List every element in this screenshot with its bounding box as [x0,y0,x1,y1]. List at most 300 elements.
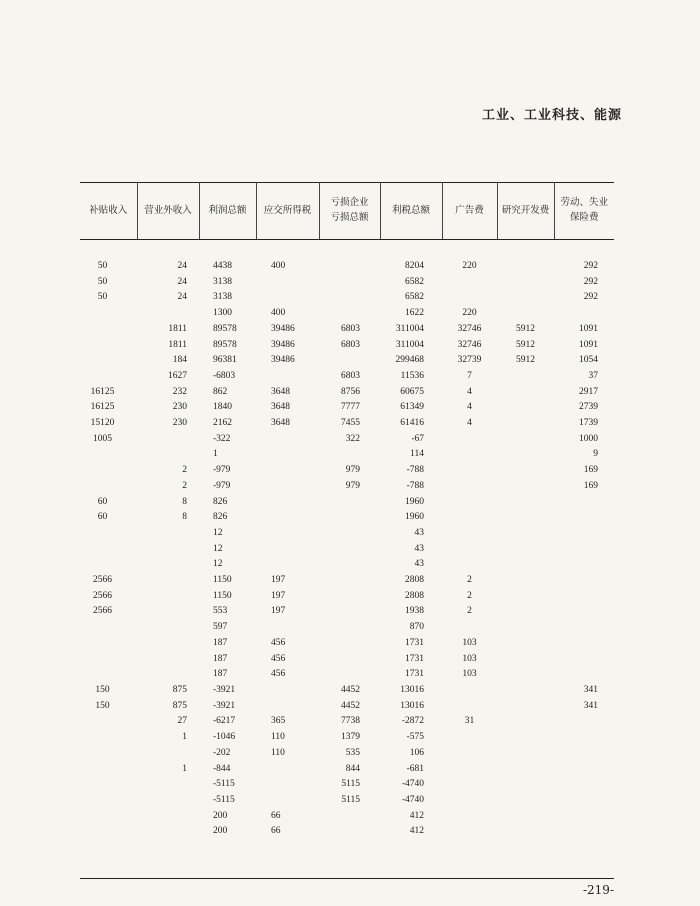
table-row [80,400,614,416]
table-cell: 341 [583,684,598,695]
table-cell [80,526,137,542]
table-cell [442,275,497,291]
table-cell: 1091 [579,339,598,350]
table-cell: 66 [271,826,281,837]
table-cell: 230 [172,418,187,429]
table-cell: 4 [467,418,472,429]
table-cell: 169 [583,480,598,491]
table-cell [137,542,199,558]
table-cell: 230 [172,402,187,413]
table-cell: 3648 [271,418,290,429]
table-row [80,526,614,542]
table-cell: -4740 [401,794,424,805]
table-cell [554,495,614,511]
table-cell [442,479,497,495]
table-row [80,636,614,652]
table-cell: -979 [213,465,231,476]
table-cell [80,714,137,730]
table-row [80,557,614,573]
table-cell: 24 [177,276,187,287]
table-cell: 1627 [168,370,187,381]
table-cell: -322 [213,433,231,444]
table-cell: 6803 [341,323,360,334]
table-row [80,824,614,840]
table-cell [80,809,137,825]
table-cell [319,542,380,558]
table-cell: 50 [97,292,108,303]
table-row [80,416,614,432]
table-cell: 39486 [271,339,295,350]
table-row [80,589,614,605]
table-cell [554,557,614,573]
table-cell: 2917 [579,386,598,397]
table-cell [80,762,137,778]
table-cell [497,385,554,401]
table-cell [554,746,614,762]
table-cell [319,573,380,589]
table-cell [497,793,554,809]
table-cell: 187 [213,653,228,664]
table-row [80,620,614,636]
table-cell: 1 [182,732,187,743]
table-cell: 365 [271,716,286,727]
table-cell: 103 [462,669,477,680]
table-cell [256,495,319,511]
table-cell [442,762,497,778]
table-cell: 4 [467,402,472,413]
table-cell [554,762,614,778]
table-cell [497,620,554,636]
table-cell: -6803 [213,370,236,381]
table-cell [497,730,554,746]
column-header: 应交所得税 [256,183,319,240]
table-cell: 1 [182,763,187,774]
table-cell [497,290,554,306]
table-cell [137,620,199,636]
table-cell [442,699,497,715]
table-cell: 1731 [405,653,424,664]
table-cell: 3648 [271,386,290,397]
table-cell: 5912 [516,355,535,366]
table-cell [497,542,554,558]
table-row [80,306,614,322]
table-cell [137,652,199,668]
table-cell: 7738 [341,716,360,727]
table-cell [80,369,137,385]
table-row [80,604,614,620]
table-cell: 61349 [400,402,424,413]
table-cell: 197 [271,606,286,617]
table-cell: -788 [406,465,424,476]
table-cell [554,542,614,558]
table-cell: -5115 [213,779,235,790]
table-cell: 6803 [341,339,360,350]
table-cell: 1 [213,449,218,460]
table-cell [497,589,554,605]
table-cell: 1960 [405,512,424,523]
table-cell: -979 [213,480,231,491]
table-cell [80,557,137,573]
table-cell: 400 [271,308,286,319]
table-cell [80,777,137,793]
table-cell: 2 [467,590,472,601]
table-cell: -3921 [213,700,236,711]
table-cell [497,369,554,385]
table-cell [256,542,319,558]
table-row [80,667,614,683]
table-cell: 5115 [341,779,360,790]
table-cell: 6803 [341,370,360,381]
table-cell [442,730,497,746]
table-row [80,479,614,495]
table-cell [80,322,137,338]
table-cell: 150 [95,684,110,695]
column-header: 研究开发费 [497,183,554,240]
table-cell: 1622 [405,308,424,319]
table-cell [554,306,614,322]
table-cell: 43 [414,543,424,554]
column-header: 广告费 [442,183,497,240]
table-cell: 1960 [405,496,424,507]
column-header: 亏损企业 亏损总额 [319,183,380,240]
table-cell: 31 [464,716,475,727]
table-cell [137,793,199,809]
table-cell: 2739 [579,402,598,413]
table-cell: 39486 [271,355,295,366]
table-cell [497,604,554,620]
table-cell: 16125 [90,402,115,413]
table-cell: 2808 [405,590,424,601]
table-cell: -6217 [213,716,236,727]
table-cell [137,604,199,620]
table-cell [497,495,554,511]
table-cell [554,620,614,636]
table-cell: 4438 [213,261,232,271]
table-cell: 32739 [457,355,482,366]
table-cell: 7455 [341,418,360,429]
table-cell: 412 [409,826,424,837]
column-header: 营业外收入 [137,183,199,240]
table-cell [497,746,554,762]
table-cell [319,667,380,683]
table-cell [319,809,380,825]
table-cell [442,777,497,793]
table-cell: -4740 [401,779,424,790]
table-cell: 150 [95,700,110,711]
table-cell [80,620,137,636]
table-cell: 12 [213,559,223,570]
table-cell [137,447,199,463]
table-cell [256,447,319,463]
table-cell: 1840 [213,402,232,413]
table-cell [319,259,380,275]
table-cell: 2808 [405,575,424,586]
table-row [80,809,614,825]
table-cell: 1379 [341,732,360,743]
table-cell: 13016 [400,700,424,711]
table-cell: 979 [345,480,360,491]
table-cell: 187 [213,637,228,648]
table-row [80,542,614,558]
table-cell: 1150 [213,575,232,586]
table-cell [497,573,554,589]
table-cell: 24 [177,292,187,303]
table-cell: 232 [172,386,187,397]
table-cell [442,290,497,306]
table-cell [497,714,554,730]
table-cell: 2 [182,480,187,491]
table-cell [137,557,199,573]
table-cell [442,824,497,840]
table-row [80,730,614,746]
table-cell: 220 [462,261,477,271]
table-row [80,447,614,463]
table-cell: 3138 [213,276,232,287]
table-cell [319,290,380,306]
table-cell [554,730,614,746]
table-cell: 8756 [341,386,360,397]
table-header [80,183,614,240]
table-cell [256,510,319,526]
table-cell: 200 [213,826,228,837]
table-cell [80,636,137,652]
table-cell [497,809,554,825]
table-cell: 50 [97,276,108,287]
table-cell [137,667,199,683]
table-cell: 826 [213,496,228,507]
column-header: 利税总额 [380,183,442,240]
table-cell: 5115 [341,794,360,805]
table-cell: 37 [588,370,598,381]
table-row [80,290,614,306]
table-row [80,385,614,401]
table-row [80,463,614,479]
table-cell: 826 [213,512,228,523]
table-cell [442,510,497,526]
table-cell [256,793,319,809]
table-cell: -844 [213,763,231,774]
table-cell [554,636,614,652]
table-cell: 875 [172,700,187,711]
table-cell [442,683,497,699]
table-cell [137,824,199,840]
table-row [80,793,614,809]
column-header: 补贴收入 [80,183,137,240]
table-cell [256,557,319,573]
table-cell [497,510,554,526]
table-cell: 292 [583,276,598,287]
table-cell: 1091 [579,323,598,334]
table-cell [80,463,137,479]
table-cell [319,557,380,573]
table-cell [497,432,554,448]
table-cell [80,542,137,558]
table-row [80,369,614,385]
table-cell: -575 [406,732,424,743]
table-cell: 597 [213,622,228,633]
table-cell [442,620,497,636]
table-cell: 2 [182,465,187,476]
table-cell: 3138 [213,292,232,303]
table-cell: 1150 [213,590,232,601]
table-cell: 2566 [93,575,112,586]
table-cell: 60 [97,512,108,523]
table-cell: 2566 [93,590,112,601]
table-cell [497,275,554,291]
table-row [80,746,614,762]
table-cell [554,604,614,620]
table-cell: 1938 [405,606,424,617]
table-cell [554,589,614,605]
table-cell [442,463,497,479]
table-cell [497,699,554,715]
table-cell [497,777,554,793]
table-cell [80,746,137,762]
table-cell [497,416,554,432]
table-cell [497,636,554,652]
column-header: 劳动、失业 保险费 [554,183,614,240]
table-cell: 2566 [93,606,112,617]
table-cell: 535 [345,747,360,758]
table-cell [256,683,319,699]
column-header: 利润总额 [199,183,256,240]
table-cell [137,573,199,589]
table-cell: 400 [271,261,286,271]
table-cell [319,604,380,620]
table-cell [319,510,380,526]
table-cell [256,275,319,291]
table-cell: 456 [271,637,286,648]
table-cell [442,526,497,542]
table-cell [497,463,554,479]
table-cell: 6582 [405,276,424,287]
table-cell [319,526,380,542]
table-cell: 5912 [516,339,535,350]
table-cell: 200 [213,810,228,821]
table-cell [497,824,554,840]
table-cell [319,353,380,369]
table-cell [442,542,497,558]
table-cell: 169 [583,465,598,476]
table-cell: 114 [410,449,424,460]
table-cell: 2 [467,575,472,586]
table-cell: 1811 [168,323,187,334]
table-cell [319,620,380,636]
table-cell: 110 [271,732,285,743]
table-cell: 8204 [405,261,424,271]
table-cell [256,463,319,479]
table-cell: 456 [271,653,286,664]
table-cell [137,746,199,762]
table-row [80,432,614,448]
table-cell [554,667,614,683]
table-cell: 4 [467,386,472,397]
table-cell: 61416 [400,418,424,429]
table-cell: 32746 [457,323,482,334]
table-cell: 292 [583,261,598,271]
table-cell [319,652,380,668]
table-cell [442,793,497,809]
table-cell [442,495,497,511]
table-cell: 39486 [271,323,295,334]
table-cell [497,683,554,699]
table-cell: 11536 [400,370,424,381]
table-cell: 4452 [341,684,360,695]
table-cell: 3648 [271,402,290,413]
table-cell: -2872 [401,716,424,727]
table-cell: 7 [467,370,472,381]
table-row [80,777,614,793]
table-cell: 299468 [395,355,424,366]
table-cell [497,652,554,668]
table-cell: 187 [213,669,228,680]
table-cell: 844 [345,763,360,774]
table-cell: 1739 [579,418,598,429]
table-cell [442,809,497,825]
table-row [80,275,614,291]
table-cell [256,777,319,793]
table-cell [319,589,380,605]
table-cell: 66 [271,810,281,821]
spacer-row [80,240,614,260]
table-cell: 43 [414,527,424,538]
table-cell: 15120 [90,418,115,429]
table-cell [554,510,614,526]
table-cell: 875 [172,684,187,695]
table-cell [80,447,137,463]
table-cell [80,824,137,840]
table-cell [319,636,380,652]
table-cell: 2162 [213,418,232,429]
page-number: -219- [582,883,614,897]
table-cell [80,479,137,495]
table-cell: 456 [271,669,286,680]
table-cell: 32746 [457,339,482,350]
table-cell [497,762,554,778]
table-cell [554,573,614,589]
table-row [80,762,614,778]
table-cell [319,306,380,322]
table-cell: 43 [414,559,424,570]
table-row [80,353,614,369]
table-cell [497,306,554,322]
table-row [80,495,614,511]
table-cell [80,793,137,809]
table-cell: 311004 [395,339,424,350]
table-cell [256,432,319,448]
table-cell [319,824,380,840]
table-cell [80,652,137,668]
table-cell [319,447,380,463]
table-cell: 292 [583,292,598,303]
table-row [80,683,614,699]
table-cell: 1731 [405,637,424,648]
table-cell: 311004 [395,323,424,334]
table-cell [80,338,137,354]
table-cell: -5115 [213,794,235,805]
table-cell [80,306,137,322]
table-cell: 870 [409,622,424,633]
table-cell: 12 [213,527,223,538]
table-cell: 50 [97,261,108,271]
table-cell: 7777 [341,402,360,413]
table-cell [554,824,614,840]
table-row [80,714,614,730]
table-cell: 13016 [400,684,424,695]
table-cell [497,400,554,416]
table-cell [256,762,319,778]
table-cell [497,557,554,573]
